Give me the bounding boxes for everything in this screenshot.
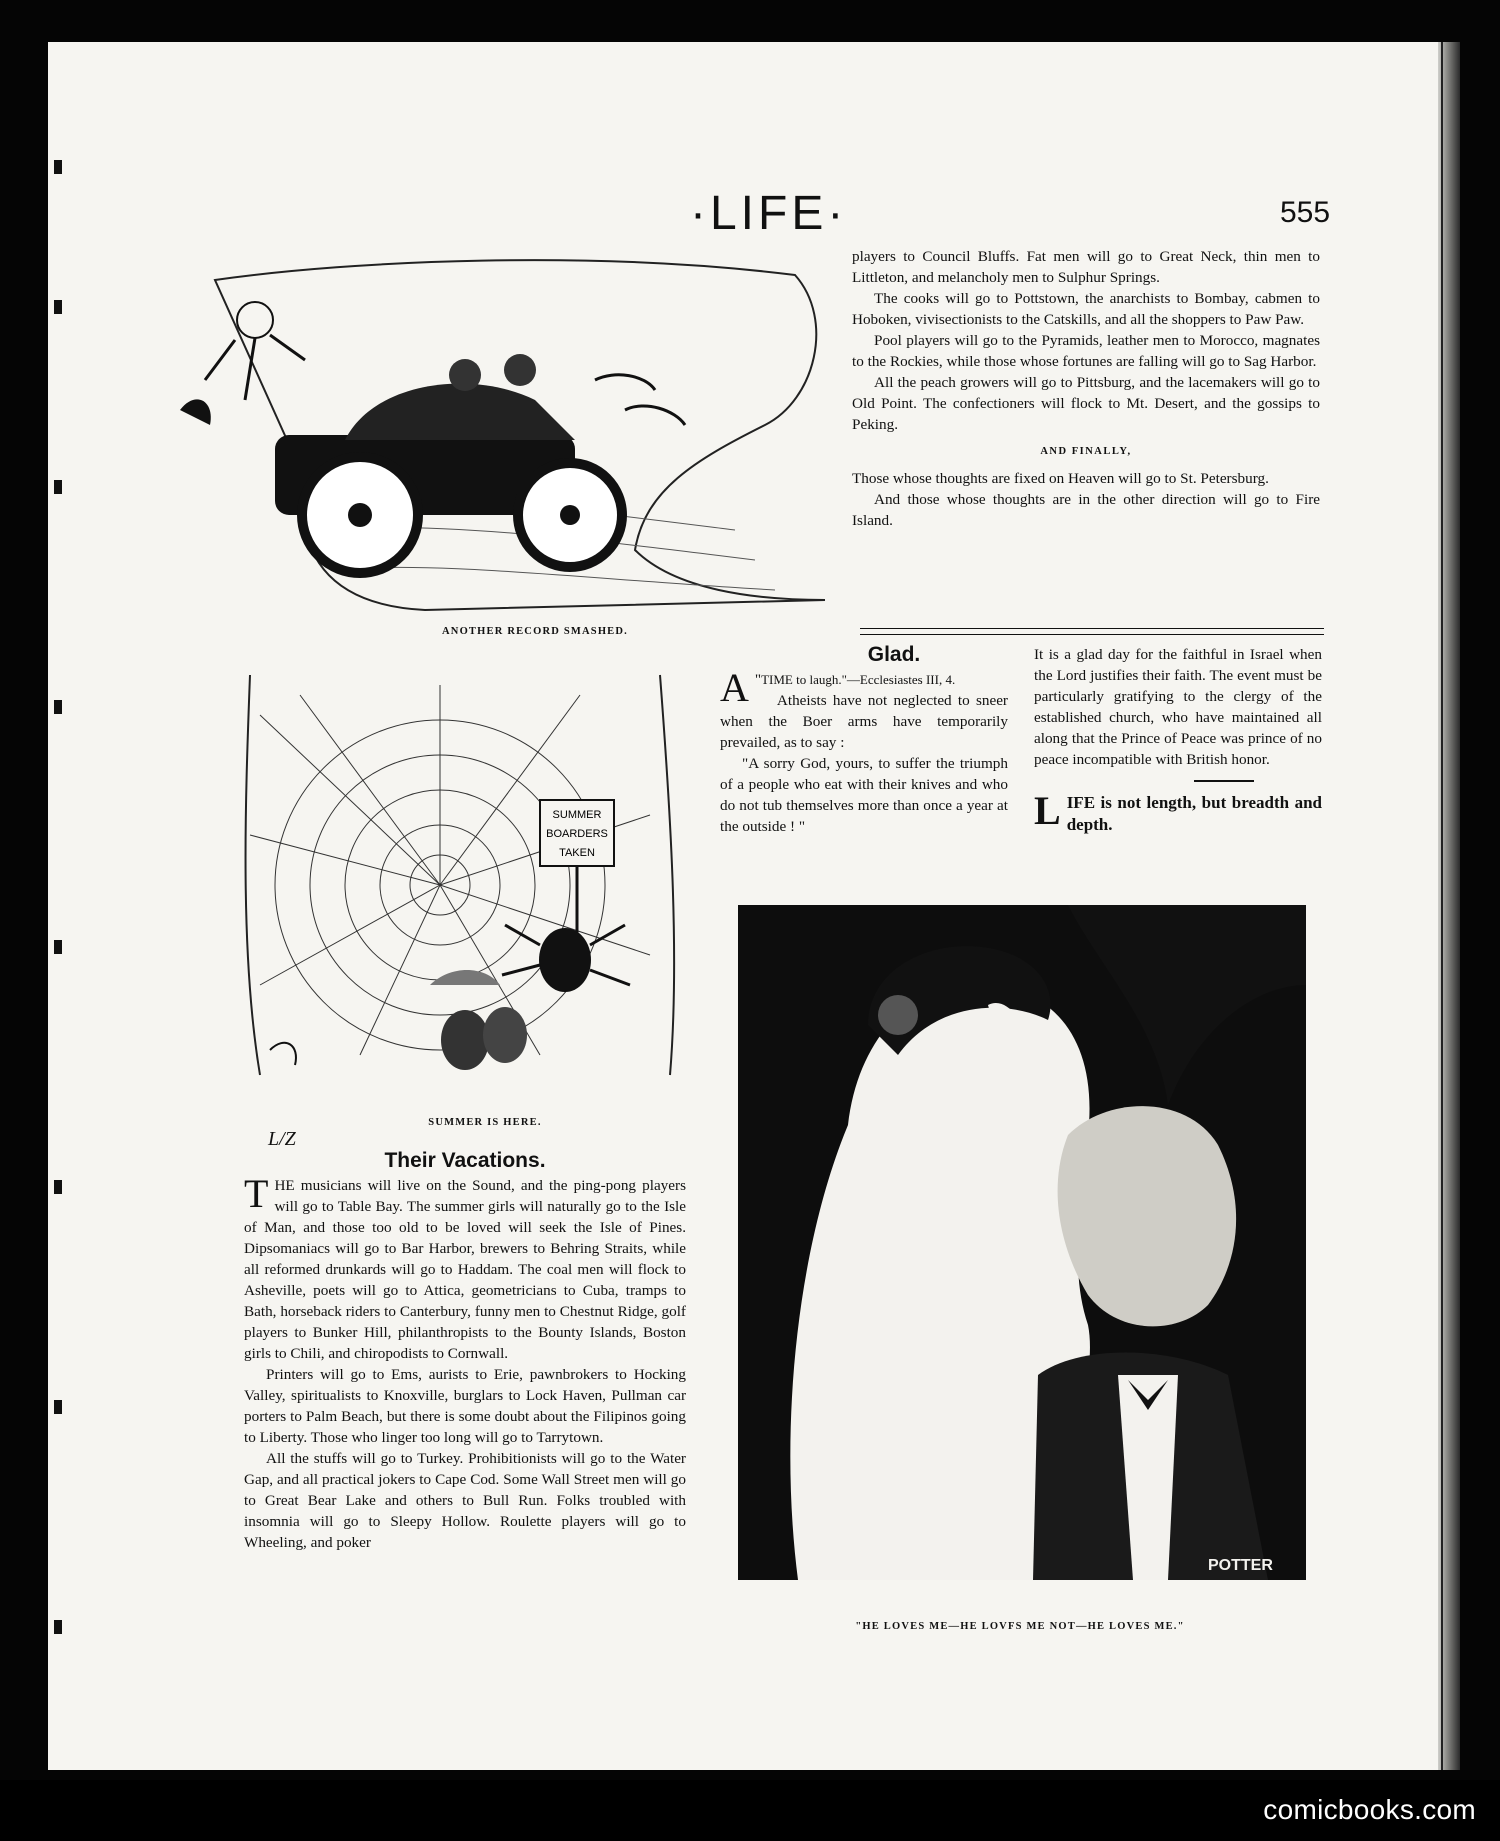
vacations-title: Their Vacations. [384,1149,546,1172]
vacations-cont-2: The cooks will go to Pottstown, the anarchists to Bombay, cabmen to Hoboken, vivisectionists to the Catskills, and all the shoppers to Paw Paw. [852,290,1320,328]
sign-line-2: BOARDERS [546,828,608,840]
sign-line-1: SUMMER [552,809,602,821]
section-divider [860,628,1324,635]
page-number: 555 [1280,196,1331,229]
spider-web-illustration [240,655,690,1095]
car-caption: ANOTHER RECORD SMASHED. [442,626,628,637]
car-illustration [175,250,835,615]
vacations-cont-5: Those whose thoughts are fixed on Heaven will go to St. Petersburg. [852,470,1269,487]
vacations-continuation [852,246,1320,531]
glad-column-2 [1034,644,1322,836]
and-finally-heading: AND FINALLY, [1040,446,1132,457]
glad-paragraph-3: It is a glad day for the faithful in Israel when the Lord justifies their faith. The event must be particularly gratifying to the clergy of the established church, who have maintained all along that the Prince of Peace was prince of no peace incompatible with British honor. [1034,646,1322,768]
vacations-column [244,1150,686,1553]
glad-paragraph-1: Atheists have not neglected to sneer when the Boer arms have temporarily prevailed, as to say : [720,692,1008,751]
glad-epigraph: " A TIME to laugh."—Ecclesiastes III, 4. [720,665,956,710]
couple-illustration [738,905,1306,1580]
life-note: LIFE is not length, but breadth and depth. [1034,787,1322,834]
vacations-paragraph-2: Printers will go to Ems, aurists to Erie, pawnbrokers to Hocking Valley, spiritualists to Knoxville, burglars to Lock Haven, Pullman car porters to Palm Beach, but there is some doubt about the Filipinos going to Liberty. Those who linger too long will go to Tarrytown. [244,1366,686,1446]
vacations-paragraph-1: THE musicians will live on the Sound, and the ping-pong players will go to Table Bay. The summer girls will naturally go to the Isle of Man, and those too old to be loved will seek the Isle of Pines. Dipsomaniacs will go to Bar Harbor, brewers to Behring Straits, while all reformed drunkards will go to Haddam. The coal men will flock to Asheville, poets will go to Attica, geometricians to Cuba, tramps to Bath, horseback riders to Canterbury, funny men to Chestnut Ridge, golf players to Bunker Hill, philanthropists to the Bounty Islands, Boston girls to Chili, and chiropodists to Cornwall. [244,1171,686,1362]
glad-dropcap: A [720,665,749,710]
vacations-cont-4: All the peach growers will go to Pittsburg, and the lacemakers will go to Old Point. The confectioners will flock to Mt. Desert, and the gossips to Peking. [852,374,1320,433]
sign-line-3: TAKEN [559,847,595,859]
watermark: comicbooks.com [1263,1794,1476,1825]
vacations-paragraph-3: All the stuffs will go to Turkey. Prohibitionists will go to the Water Gap, and all practical jokers to Cape Cod. Some Wall Street men will go to Great Bear Lake and others to Bull Run. Folks troubled with insomnia will go to Sleepy Hollow. Roulette players will go to Wheeling, and poker [244,1450,686,1551]
vacations-cont-3: Pool players will go to the Pyramids, leather men to Morocco, magnates to the Rockies, while those whose fortunes are falling will go to Sag Harbor. [852,332,1320,370]
vacations-cont-1: players to Council Bluffs. Fat men will go to Great Neck, thin men to Littleton, and melancholy men to Sulphur Springs. [852,248,1320,286]
spider-caption: SUMMER IS HERE. [428,1117,542,1128]
glad-paragraph-2: "A sorry God, yours, to suffer the triumph of a people who eat with their knives and who do not tub themselves more than once a year at the outside ! " [720,755,1008,835]
short-rule [1194,780,1254,782]
page-title: ·LIFE· [690,187,848,240]
page-edge [1438,42,1460,1770]
potter-signature: POTTER [1208,1557,1273,1574]
spider-signature: L/Z [268,1128,296,1150]
glad-title: Glad. [867,643,921,666]
couple-caption: "HE LOVES ME—HE LOVFS ME NOT—HE LOVES ME." [855,1621,1185,1632]
life-dropcap: L [1034,787,1061,833]
vacations-cont-6: And those whose thoughts are in the other direction will go to Fire Island. [852,491,1320,529]
vacations-dropcap: T [244,1171,269,1216]
glad-column [720,644,1008,837]
